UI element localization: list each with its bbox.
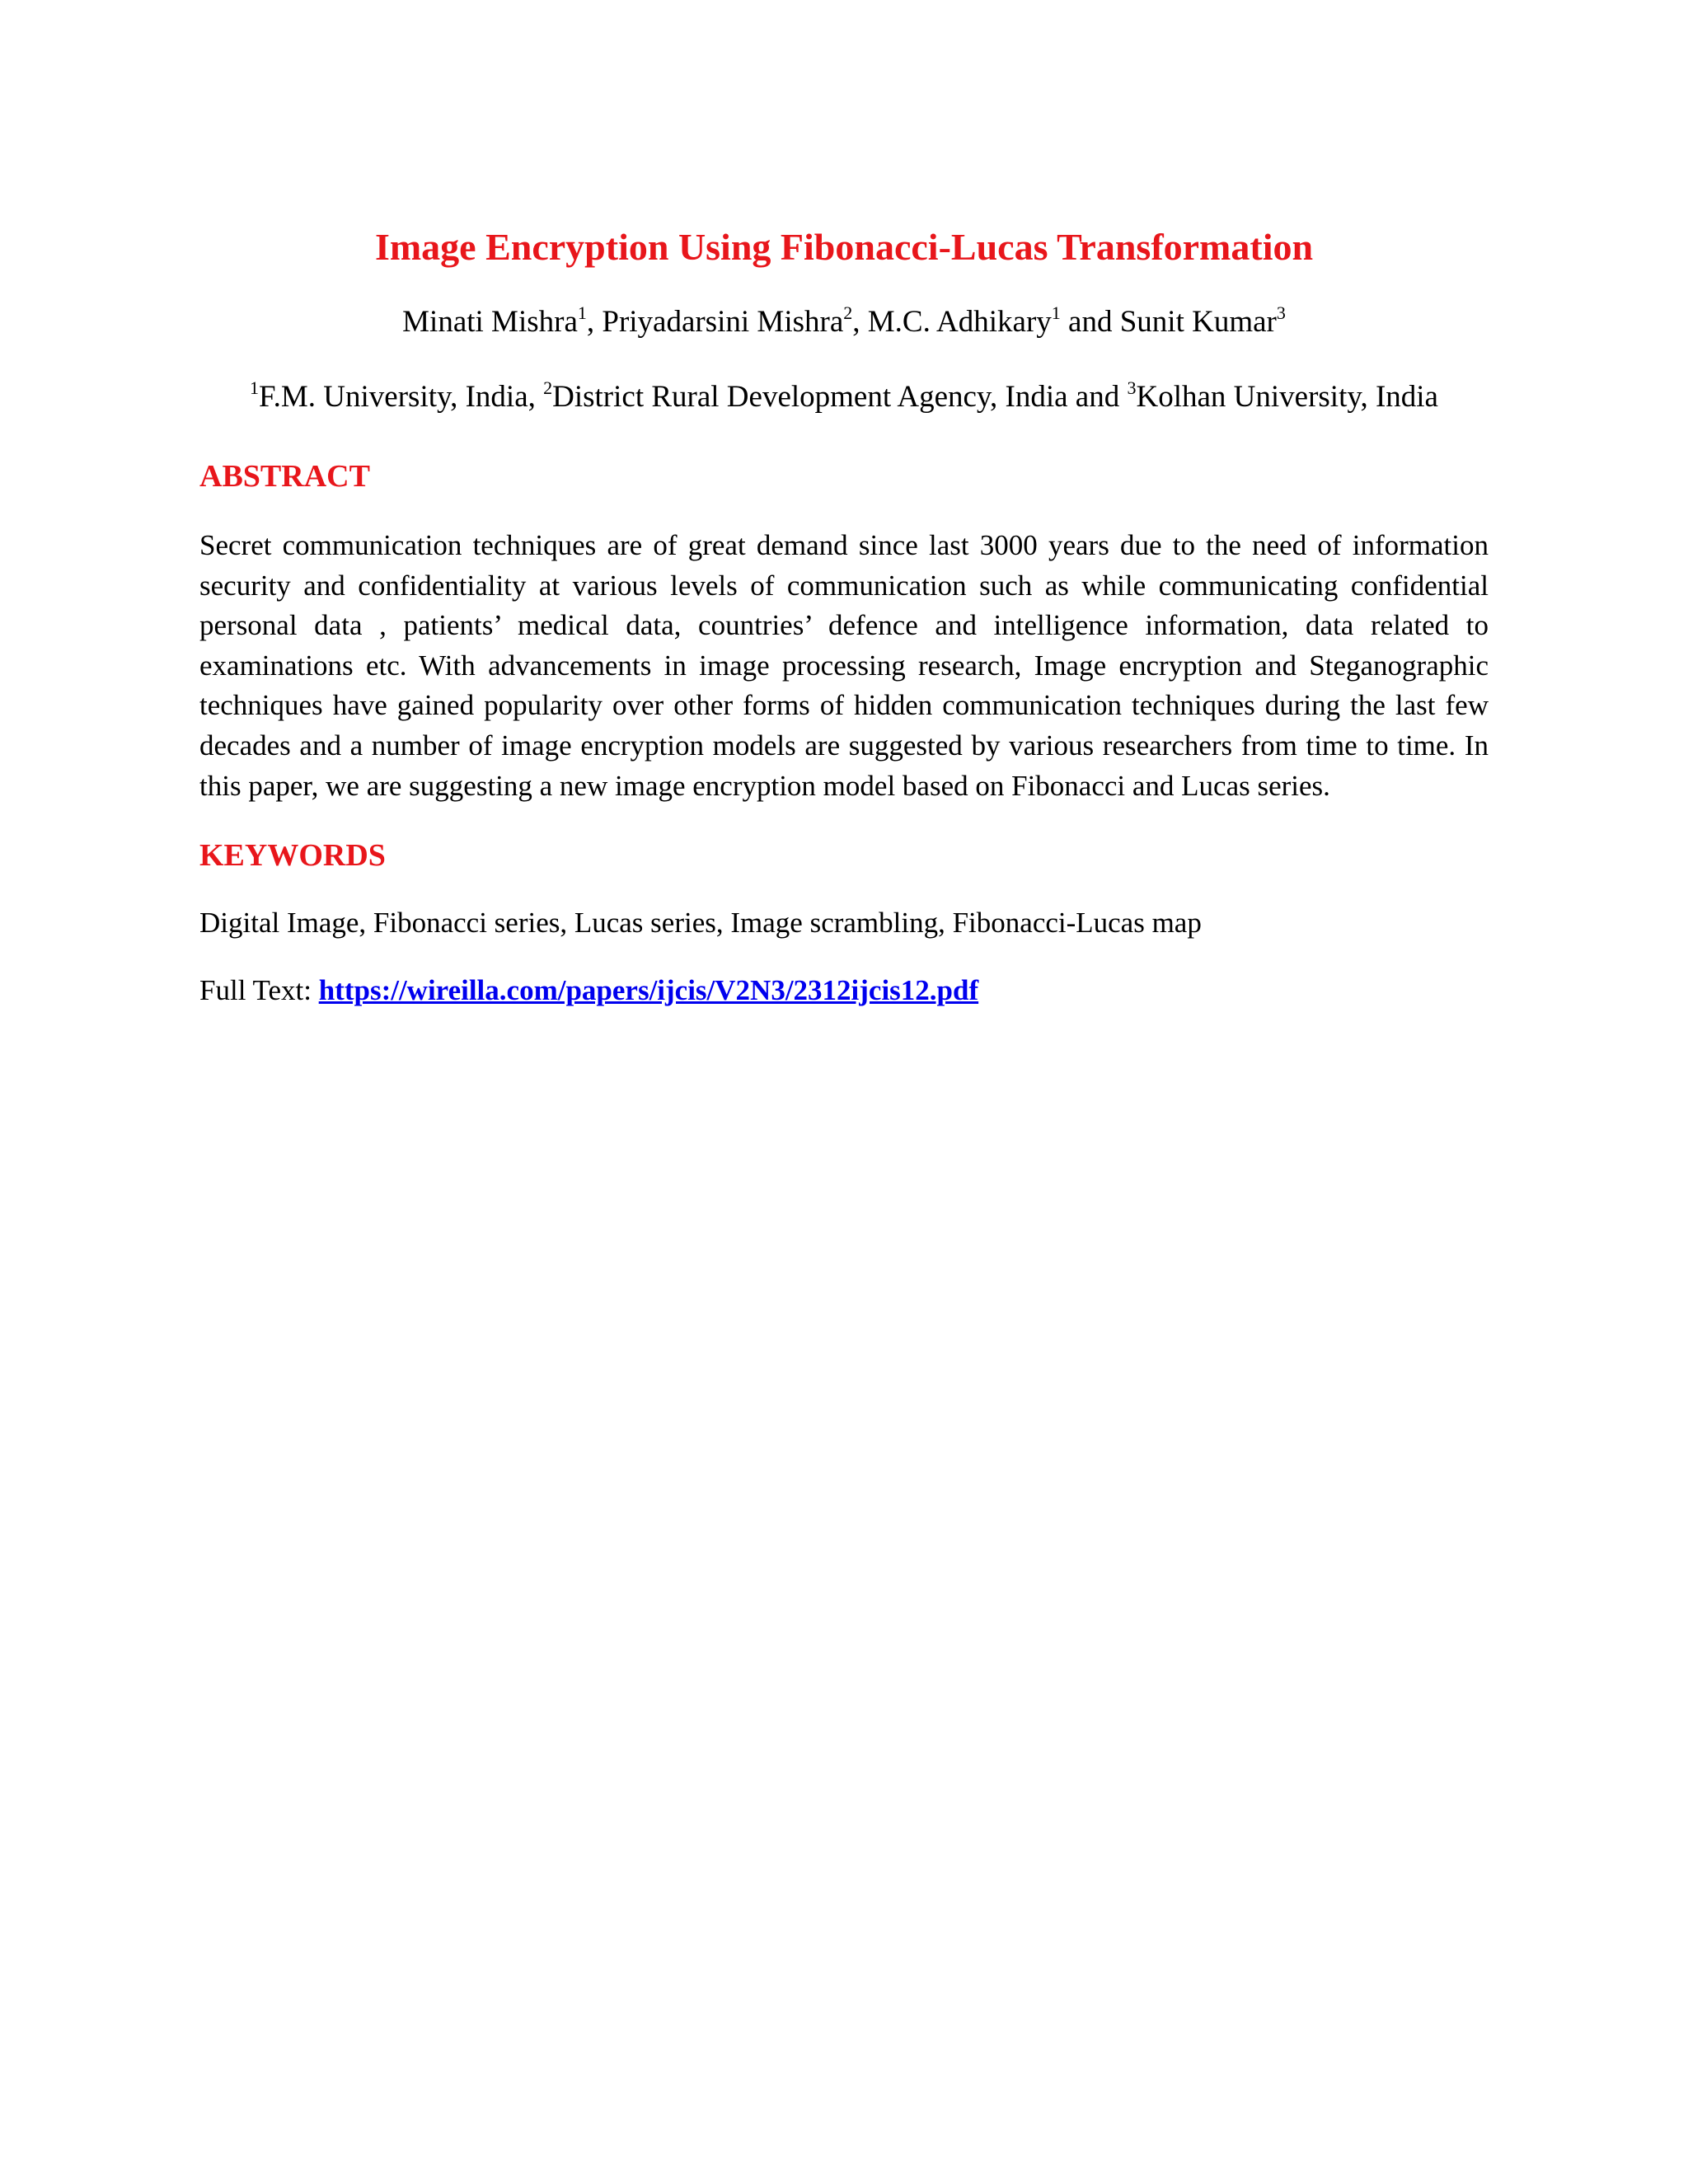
affiliation-separator: and: [1067, 380, 1128, 414]
author-separator: ,: [852, 305, 868, 339]
author-list: [0, 302, 1688, 343]
keywords-heading: KEYWORDS: [199, 838, 386, 873]
affiliation-name: District Rural Development Agency, India: [552, 380, 1068, 414]
affiliation-mark: 3: [1127, 377, 1137, 398]
author-separator: and: [1060, 305, 1120, 339]
keywords-text: Digital Image, Fibonacci series, Lucas series, Image scrambling, Fibonacci-Lucas map: [199, 907, 1202, 939]
affiliation-mark: 1: [250, 377, 260, 398]
author-name: Priyadarsini Mishra: [602, 305, 844, 339]
author-name: Sunit Kumar: [1119, 305, 1277, 339]
paper-title: Image Encryption Using Fibonacci-Lucas Transformation: [374, 226, 1314, 268]
full-text-link[interactable]: https://wireilla.com/papers/ijcis/V2N3/2312ijcis12.pdf: [318, 974, 979, 1006]
author-separator: ,: [586, 305, 603, 339]
author-affiliation-mark: 3: [1276, 302, 1286, 323]
author-affiliation-mark: 1: [1051, 302, 1061, 323]
abstract-heading: ABSTRACT: [199, 459, 370, 494]
affiliation-separator: ,: [528, 380, 544, 414]
author-affiliation-mark: 1: [577, 302, 587, 323]
affiliation-name: F.M. University, India: [259, 380, 528, 414]
full-text-line: [199, 971, 978, 1010]
full-text-label: Full Text:: [199, 974, 319, 1006]
affiliation-list: [198, 377, 1490, 417]
author-name: M.C. Adhikary: [867, 305, 1052, 339]
abstract-text: Secret communication techniques are of great demand since last 3000 years due to the need of information security and confidentiality at various levels of communication such as while communicating confidential personal data , patients’ medical data, countries’ defence and intelligence information, data related to examinations etc. With advancements in image processing research, Image encryption and Steganographic techniques have gained popularity over other forms of hidden communication techniques during the last few decades and a number of image encryption models are suggested by various researchers from time to time. In this paper, we are suggesting a new image encryption model based on Fibonacci and Lucas series.: [199, 529, 1489, 802]
affiliation-name: Kolhan University, India: [1136, 380, 1438, 414]
author-name: Minati Mishra: [402, 305, 578, 339]
affiliation-mark: 2: [543, 377, 553, 398]
author-affiliation-mark: 2: [843, 302, 853, 323]
